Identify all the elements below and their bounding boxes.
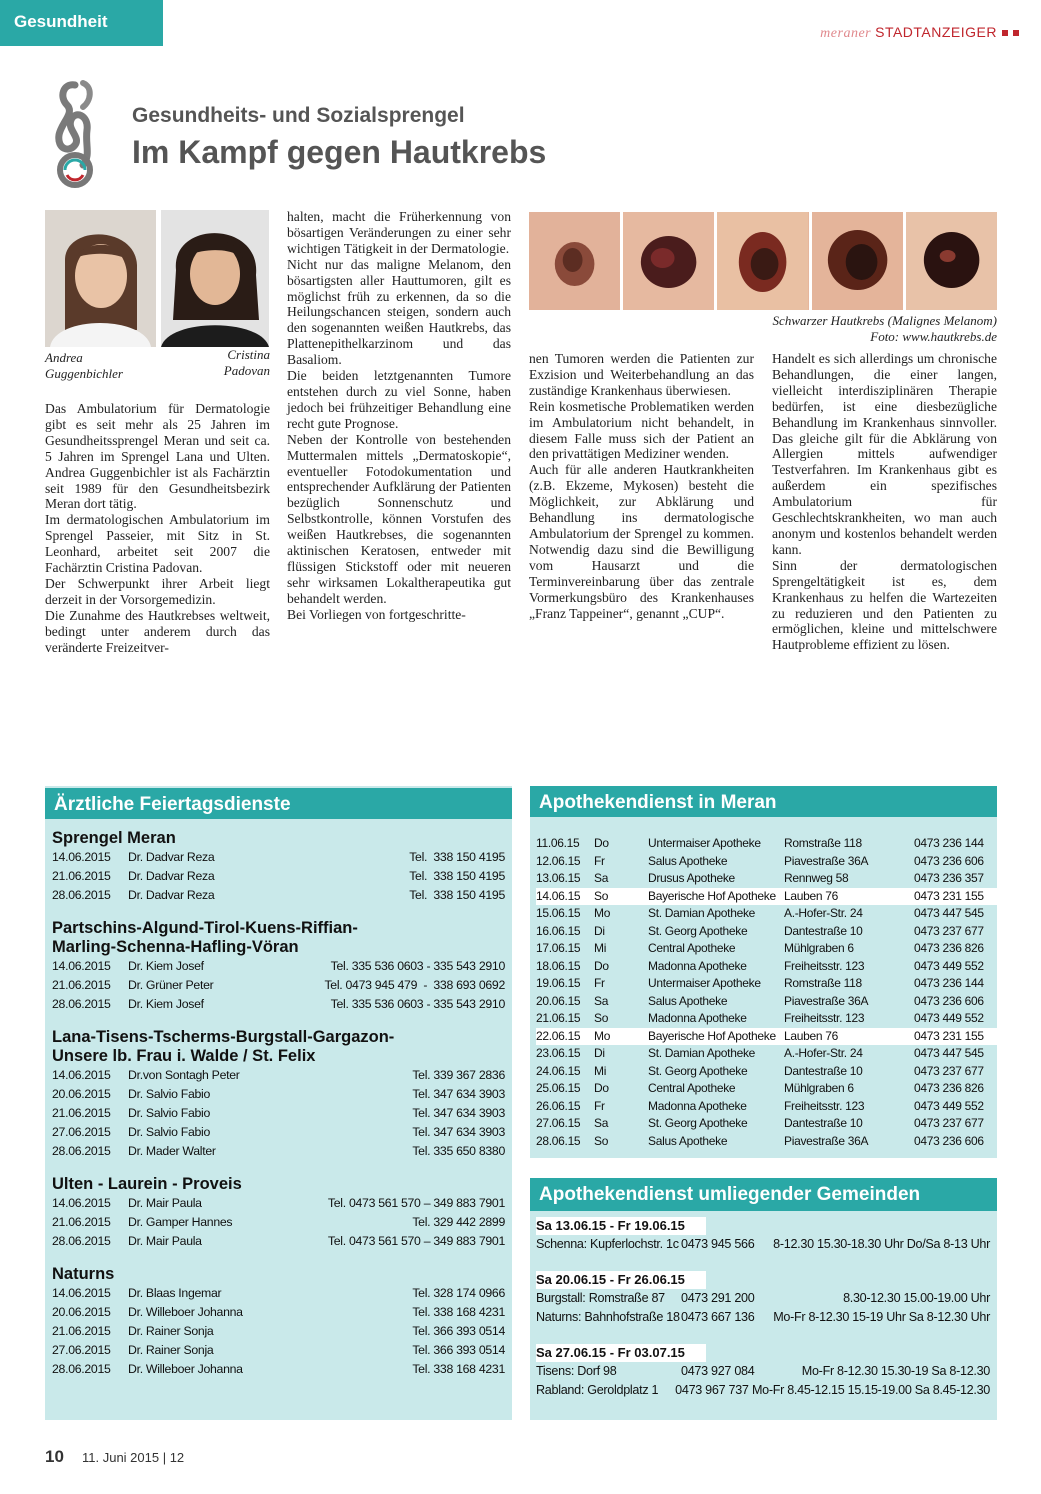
pharmacy-addr: Romstraße 118	[784, 836, 862, 850]
pharmacy-name: Untermaiser Apotheke	[648, 836, 761, 850]
image-caption	[773, 313, 997, 345]
doctor-date: 28.06.2015	[52, 888, 111, 902]
pharmacy-tel: 0473 447 545	[914, 906, 984, 920]
pharmacy-day: Do	[594, 836, 609, 850]
doctor-group	[52, 1175, 505, 1251]
doctor-row	[52, 976, 505, 995]
pharmacy-tel: 0473 236 606	[914, 1133, 984, 1148]
paragraph: Neben der Kontrolle von bestehenden Muttermalen mittels „Dermatoskopie“, eventueller Fotodokumentation und entsprechender Aufklärung der Patienten bezüglich Sonnenschutz und Selbstkontrolle, können Vorstufen des weißen Hautkrebses, die sogenannten aktinischen Keratosen, entweder mit flüssigen Stickstoff oder mit neueren sehr wirksamen Lokaltherapeutika gut behandelt werden.	[287, 431, 511, 606]
doctor-tel: Tel. 347 634 3903	[412, 1106, 505, 1120]
pharmacy-addr: Dantestraße 10	[784, 1116, 863, 1130]
pharmacy-name: St. Georg Apotheke	[648, 1063, 748, 1078]
pharmacy-addr: Freiheitsstr. 123	[784, 1098, 865, 1113]
photo-caption: Andrea Guggenbichler	[45, 350, 123, 381]
pharmacy-date: 28.06.15	[536, 1133, 581, 1148]
pharmacy-name: Central Apotheke	[648, 941, 736, 955]
sprengel-logo-icon	[45, 75, 105, 190]
brand-script: meraner	[820, 26, 872, 41]
pharmacy-row	[536, 1115, 997, 1133]
pharmacy-row	[536, 975, 997, 993]
pharmacy-row	[536, 1063, 997, 1081]
doctor-tel: Tel. 329 442 2899	[412, 1215, 505, 1229]
paragraph: Im dermatologischen Ambulatorium im Sprengel Passeier, mit Sitz in St. Leonhard, arbeitet seit 2007 die Fachärztin Cristina Padovan.	[45, 512, 270, 576]
pharmacy-region-period: Sa 27.06.15 - Fr 03.07.15	[536, 1344, 706, 1362]
doctor-group-title: Naturns	[52, 1265, 115, 1283]
doctor-group	[52, 1265, 505, 1379]
doctor-row	[52, 957, 505, 976]
doctor-name: Dr. Dadvar Reza	[128, 869, 215, 883]
doctor-tel: Tel. 339 367 2836	[412, 1068, 505, 1082]
pharmacy-date: 22.06.15	[536, 1028, 581, 1043]
pharmacy-row	[536, 870, 997, 888]
melanoma-photo	[717, 212, 808, 310]
pharmacy-addr: Piavestraße 36A	[784, 993, 869, 1008]
pharmacy-name: Salus Apotheke	[648, 993, 728, 1008]
pharmacy-region-tel: 0473 291 200	[681, 1291, 755, 1305]
doctor-row	[52, 1142, 505, 1161]
pharmacy-addr: A.-Hofer-Str. 24	[784, 1046, 863, 1060]
pharmacy-tel: 0473 449 552	[914, 1011, 984, 1025]
doctor-date: 21.06.2015	[52, 1215, 111, 1229]
pharmacy-day: So	[594, 1133, 609, 1148]
paragraph: Rein kosmetische Problematiken werden im Ambulatorium nicht behandelt, in diesem Falle muss sich der Patient an den privattätigen Mediziner wenden.	[529, 398, 754, 462]
pharmacy-addr: Rennweg 58	[784, 871, 849, 885]
pharmacy-addr: Romstraße 118	[784, 976, 862, 990]
pharmacy-row	[536, 888, 997, 906]
pharmacy-tel: 0473 237 677	[914, 923, 984, 938]
pharmacy-addr: Freiheitsstr. 123	[784, 958, 865, 973]
pharmacy-row	[536, 1028, 997, 1046]
doctor-row	[52, 1194, 505, 1213]
pharmacy-name: Bayerische Hof Apotheke	[648, 1028, 776, 1043]
doctor-date: 28.06.2015	[52, 1234, 111, 1248]
pharmacy-day: Di	[594, 923, 605, 938]
pharmacy-addr: Lauben 76	[784, 888, 839, 903]
brand-square-icon	[1013, 30, 1019, 36]
pharmacy-table	[530, 817, 997, 1150]
pharmacy-date: 15.06.15	[536, 906, 581, 920]
pharmacy-row	[536, 1133, 997, 1151]
doctor-date: 14.06.2015	[52, 959, 111, 973]
pharmacy-tel: 0473 231 155	[914, 888, 984, 903]
doctor-name: Dr. Mader Walter	[128, 1144, 216, 1158]
pharmacy-day: Di	[594, 1046, 605, 1060]
doctor-date: 28.06.2015	[52, 997, 111, 1011]
pharmacy-date: 27.06.15	[536, 1116, 581, 1130]
pharmacy-day: So	[594, 888, 609, 903]
pharmacy-name: Central Apotheke	[648, 1081, 736, 1095]
doctor-name: Dr. Rainer Sonja	[128, 1324, 214, 1338]
doctor-group	[52, 1028, 505, 1161]
pharmacy-day: Mi	[594, 1063, 607, 1078]
paragraph: Auch für alle anderen Hautkrankheiten (z.B. Ekzeme, Mykosen) besteht die Möglichkeit, zur Abklärung und Behandlung ins dermatologische Ambulatorium der Sprengel zu kommen. Notwendig dazu sind die Bewilligung vom Hausarzt und die Terminvereinbarung über das zentrale Vormerkungsbüro des Krankenhauses „Franz Tappeiner“, genannt „CUP“.	[529, 462, 754, 621]
doctor-row	[52, 1066, 505, 1085]
article-column-1	[45, 401, 270, 656]
pharmacy-name: Madonna Apotheke	[648, 1098, 747, 1113]
pharmacy-region-tel: 0473 927 084	[681, 1364, 755, 1378]
pharmacy-row	[536, 835, 997, 853]
pharmacy-addr: Dantestraße 10	[784, 923, 863, 938]
brand-name: STADTANZEIGER	[875, 24, 997, 40]
melanoma-photo	[812, 212, 903, 310]
pharmacy-date: 24.06.15	[536, 1063, 581, 1078]
doctor-name: Dr. Salvio Fabio	[128, 1087, 210, 1101]
pharmacy-date: 14.06.15	[536, 888, 581, 903]
doctor-name: Dr.von Sontagh Peter	[128, 1068, 240, 1082]
paragraph: Bei Vorliegen von fortgeschritte-	[287, 606, 466, 622]
doctor-name: Dr. Dadvar Reza	[128, 888, 215, 902]
pharmacy-date: 17.06.15	[536, 941, 581, 955]
pharmacy-region-place: Burgstall: Romstraße 87	[536, 1291, 665, 1305]
pharmacy-day: Sa	[594, 993, 609, 1008]
doctor-name: Dr. Grüner Peter	[128, 978, 214, 992]
pharmacy-tel: 0473 447 545	[914, 1046, 984, 1060]
doctor-date: 14.06.2015	[52, 1068, 111, 1082]
pharmacy-region-block	[536, 1217, 997, 1254]
doctor-name: Dr. Rainer Sonja	[128, 1343, 214, 1357]
pharmacy-date: 11.06.15	[536, 836, 580, 850]
doctor-row	[52, 1123, 505, 1142]
article-headline: Im Kampf gegen Hautkrebs	[132, 134, 547, 170]
pharmacy-addr: Piavestraße 36A	[784, 1133, 869, 1148]
pharmacy-row	[536, 993, 997, 1011]
doctor-date: 20.06.2015	[52, 1305, 111, 1319]
pharmacy-name: Salus Apotheke	[648, 853, 728, 868]
doctor-name: Dr. Mair Paula	[128, 1196, 202, 1210]
article-column-2	[287, 209, 511, 623]
doctors-box-title: Ärztliche Feiertagsdienste	[45, 788, 512, 819]
pharmacy-region-list	[530, 1211, 997, 1400]
doctor-tel: Tel. 338 168 4231	[412, 1362, 505, 1376]
pharmacy-region-row	[536, 1289, 997, 1308]
doctor-date: 14.06.2015	[52, 850, 111, 864]
doctor-row	[52, 1104, 505, 1123]
pharmacy-name: Salus Apotheke	[648, 1133, 728, 1148]
pharmacy-tel: 0473 237 677	[914, 1063, 984, 1078]
pharmacy-region-row	[536, 1235, 997, 1254]
doctor-row	[52, 1322, 505, 1341]
doctor-tel: Tel. 0473 561 570 – 349 883 7901	[327, 1196, 505, 1210]
doctor-name: Dr. Kiem Josef	[128, 997, 204, 1011]
pharmacy-region-tel: 0473 967 737	[675, 1383, 749, 1397]
pharmacy-region-place: Naturns: Bahnhofstraße 18	[536, 1310, 680, 1324]
pharmacy-name: Drusus Apotheke	[648, 871, 735, 885]
doctor-date: 27.06.2015	[52, 1343, 111, 1357]
paragraph: Der Schwerpunkt ihrer Arbeit liegt derzeit in der Vorsorgemedizin.	[45, 575, 270, 607]
doctor-tel: Tel. 338 150 4195	[409, 888, 505, 902]
pharmacy-addr: A.-Hofer-Str. 24	[784, 906, 863, 920]
pharmacy-tel: 0473 449 552	[914, 958, 984, 973]
pharmacy-date: 19.06.15	[536, 976, 581, 990]
pharmacy-day: Sa	[594, 1116, 609, 1130]
article-column-4	[772, 351, 997, 653]
pharmacy-tel: 0473 449 552	[914, 1098, 984, 1113]
doctor-date: 28.06.2015	[52, 1362, 111, 1376]
pharmacy-meran-title: Apothekendienst in Meran	[530, 786, 997, 817]
doctor-row	[52, 1341, 505, 1360]
pharmacy-region-hours: Mo-Fr 8.45-12.15 15.15-19.00 Sa 8.45-12.30	[751, 1383, 990, 1397]
doctor-row	[52, 1232, 505, 1251]
article-column-3	[529, 351, 754, 621]
doctor-tel: Tel. 347 634 3903	[412, 1087, 505, 1101]
pharmacy-region-hours: 8.30-12.30 15.00-19.00 Uhr	[843, 1291, 990, 1305]
doctor-groups	[45, 819, 512, 1379]
pharmacy-date: 26.06.15	[536, 1098, 581, 1113]
pharmacy-tel: 0473 236 606	[914, 993, 984, 1008]
pharmacy-row	[536, 853, 997, 871]
doctor-tel: Tel. 366 393 0514	[412, 1324, 505, 1338]
doctor-row	[52, 1360, 505, 1379]
doctor-row	[52, 1085, 505, 1104]
pharmacy-date: 20.06.15	[536, 993, 581, 1008]
pharmacy-tel: 0473 231 155	[914, 1028, 984, 1043]
doctor-date: 27.06.2015	[52, 1125, 111, 1139]
doctor-name: Dr. Salvio Fabio	[128, 1125, 210, 1139]
doctor-row	[52, 886, 505, 905]
portrait-photo	[161, 210, 269, 347]
paragraph: Die beiden letztgenannten Tumore entstehen durch zu viel Sonne, haben jedoch bei frühzeitiger Behandlung eine recht gute Prognose.	[287, 368, 511, 431]
pharmacy-region-row	[536, 1308, 997, 1327]
doctor-tel: Tel. 366 393 0514	[412, 1343, 505, 1357]
doctor-date: 14.06.2015	[52, 1196, 111, 1210]
doctor-tel: Tel. 335 650 8380	[412, 1144, 505, 1158]
doctor-date: 14.06.2015	[52, 1286, 111, 1300]
pharmacy-tel: 0473 236 606	[914, 853, 984, 868]
pharmacy-region-period: Sa 20.06.15 - Fr 26.06.15	[536, 1271, 706, 1289]
pharmacy-name: St. Georg Apotheke	[648, 1116, 748, 1130]
publication-logo	[820, 24, 1019, 42]
portrait-photo	[45, 210, 156, 347]
doctor-row	[52, 1303, 505, 1322]
doctor-row	[52, 867, 505, 886]
pharmacy-date: 21.06.15	[536, 1011, 581, 1025]
pharmacy-day: Mi	[594, 941, 607, 955]
pharmacy-row	[536, 1080, 997, 1098]
doctor-tel: Tel. 0473 945 479 - 338 693 0692	[324, 978, 505, 992]
pharmacy-name: St. Damian Apotheke	[648, 1046, 756, 1060]
paragraph: halten, macht die Früherkennung von bösartigen Veränderungen zu einer sehr wichtigen Tätigkeit in der Dermatologie.	[287, 209, 511, 256]
melanoma-photo-strip	[529, 212, 997, 310]
doctor-tel: Tel. 0473 561 570 – 349 883 7901	[327, 1234, 505, 1248]
pharmacy-day: Do	[594, 958, 609, 973]
doctor-name: Dr. Blaas Ingemar	[128, 1286, 222, 1300]
doctor-group-title: Sprengel Meran	[52, 829, 176, 847]
pharmacy-row	[536, 940, 997, 958]
pharmacy-date: 16.06.15	[536, 923, 581, 938]
doctor-name: Dr. Mair Paula	[128, 1234, 202, 1248]
doctor-name: Dr. Kiem Josef	[128, 959, 204, 973]
pharmacy-date: 18.06.15	[536, 958, 581, 973]
doctor-group-title: Partschins-Algund-Tirol-Kuens-Riffian- Marling-Schenna-Hafling-Vöran	[52, 919, 358, 956]
paragraph: nen Tumoren werden die Patienten zur Exzision und Weiterbehandlung an das zuständige Krankenhaus überwiesen.	[529, 351, 754, 398]
pharmacy-row	[536, 1045, 997, 1063]
pharmacy-day: Mo	[594, 906, 611, 920]
doctor-row	[52, 1284, 505, 1303]
image-caption-text: Schwarzer Hautkrebs (Malignes Melanom)	[772, 313, 997, 328]
pharmacy-date: 25.06.15	[536, 1081, 581, 1095]
pharmacy-region-row	[536, 1381, 997, 1400]
doctor-tel: Tel. 335 536 0603 - 335 543 2910	[330, 997, 505, 1011]
pharmacy-name: St. Georg Apotheke	[648, 923, 748, 938]
pharmacy-tel: 0473 236 357	[914, 871, 984, 885]
doctor-date: 20.06.2015	[52, 1087, 111, 1101]
pharmacy-addr: Dantestraße 10	[784, 1063, 863, 1078]
melanoma-photo	[529, 212, 620, 310]
doctor-row	[52, 848, 505, 867]
pharmacy-region-place: Schenna: Kupferlochstr. 1c	[536, 1237, 679, 1251]
pharmacy-tel: 0473 236 826	[914, 941, 984, 955]
pharmacy-region-block	[536, 1271, 997, 1327]
pharmacy-row	[536, 1010, 997, 1028]
pharmacy-addr: Mühlgraben 6	[784, 941, 854, 955]
doctors-box	[45, 786, 512, 1420]
pharmacy-date: 12.06.15	[536, 853, 581, 868]
doctor-name: Dr. Gamper Hannes	[128, 1215, 233, 1229]
pharmacy-tel: 0473 237 677	[914, 1116, 984, 1130]
pharmacy-region-hours: Mo-Fr 8-12.30 15.30-19 Sa 8-12.30	[801, 1364, 990, 1378]
paragraph: Das Ambulatorium für Dermatologie gibt es seit mehr als 25 Jahren im Gesundheitssprengel Meran und seit ca. 5 Jahren im Sprengel Lana und Ulten. Andrea Guggenbichler ist als Fachärztin seit 1989 für den Gesundheitsbezirk Meran dort tätig.	[45, 401, 270, 512]
pharmacy-region-tel: 0473 667 136	[681, 1310, 755, 1324]
pharmacy-region-block	[536, 1344, 997, 1400]
doctor-date: 21.06.2015	[52, 1324, 111, 1338]
doctor-tel: Tel. 338 150 4195	[409, 869, 505, 883]
doctor-name: Dr. Dadvar Reza	[128, 850, 215, 864]
doctor-group-title: Lana-Tisens-Tscherms-Burgstall-Gargazon- Unsere lb. Frau i. Walde / St. Felix	[52, 1028, 395, 1065]
melanoma-photo	[623, 212, 714, 310]
pharmacy-tel: 0473 236 826	[914, 1081, 984, 1095]
paragraph: Die Zunahme des Hautkrebses weltweit, bedingt unter anderem durch das veränderte Freizeitver-	[45, 607, 270, 655]
pharmacy-addr: Piavestraße 36A	[784, 853, 869, 868]
doctor-group	[52, 919, 505, 1014]
doctor-tel: Tel. 338 168 4231	[412, 1305, 505, 1319]
pharmacy-day: So	[594, 1011, 609, 1025]
pharmacy-tel: 0473 236 144	[914, 836, 984, 850]
pharmacy-name: Madonna Apotheke	[648, 958, 747, 973]
doctor-row	[52, 1213, 505, 1232]
pharmacy-day: Sa	[594, 871, 609, 885]
pharmacy-region-box	[530, 1178, 997, 1420]
melanoma-photo	[906, 212, 997, 310]
pharmacy-addr: Mühlgraben 6	[784, 1081, 854, 1095]
doctor-group-title: Ulten - Laurein - Proveis	[52, 1175, 242, 1193]
doctor-date: 21.06.2015	[52, 1106, 111, 1120]
pharmacy-row	[536, 923, 997, 941]
doctor-tel: Tel. 328 174 0966	[412, 1286, 505, 1300]
doctor-tel: Tel. 347 634 3903	[412, 1125, 505, 1139]
pharmacy-region-period: Sa 13.06.15 - Fr 19.06.15	[536, 1217, 706, 1235]
doctor-date: 21.06.2015	[52, 978, 111, 992]
doctor-group	[52, 829, 505, 905]
pharmacy-region-place: Tisens: Dorf 98	[536, 1364, 617, 1378]
pharmacy-day: Fr	[594, 1098, 605, 1113]
doctor-tel: Tel. 338 150 4195	[409, 850, 505, 864]
pharmacy-region-row	[536, 1362, 997, 1381]
pharmacy-day: Fr	[594, 853, 605, 868]
brand-square-icon	[1002, 30, 1008, 36]
pharmacy-row	[536, 958, 997, 976]
pharmacy-meran-box	[530, 786, 997, 1158]
doctor-date: 21.06.2015	[52, 869, 111, 883]
doctor-name: Dr. Willeboer Johanna	[128, 1362, 243, 1376]
image-credit: Foto: www.hautkrebs.de	[870, 329, 997, 344]
pharmacy-region-hours: 8-12.30 15.30-18.30 Uhr Do/Sa 8-13 Uhr	[773, 1237, 990, 1251]
doctor-name: Dr. Salvio Fabio	[128, 1106, 210, 1120]
page-number: 10	[45, 1447, 64, 1466]
pharmacy-addr: Freiheitsstr. 123	[784, 1011, 865, 1025]
paragraph: Handelt es sich allerdings um chronische Behandlungen, die einer langen, vielleicht interdisziplinären Therapie bedürfen, ist eine diesbezügliche Behandlung im Krankenhaus sinnvoller. Das gleiche gilt für die Abklärung von Allergien mittels aufwendiger Testverfahren. Im Krankenhaus gibt es außerdem ein spezifisches Ambulatorium für Geschlechtskrankheiten, wo man auch anonym und kostenlos behandelt werden kann.	[772, 351, 997, 557]
doctor-name: Dr. Willeboer Johanna	[128, 1305, 243, 1319]
section-tag: Gesundheit	[0, 0, 163, 46]
pharmacy-name: Untermaiser Apotheke	[648, 976, 761, 990]
photo-caption: Cristina Padovan	[223, 347, 270, 378]
pharmacy-name: St. Damian Apotheke	[648, 906, 756, 920]
issue-date: 11. Juni 2015 | 12	[82, 1450, 185, 1465]
pharmacy-name: Bayerische Hof Apotheke	[648, 888, 776, 903]
article-kicker: Gesundheits- und Sozialsprengel	[132, 104, 465, 127]
pharmacy-row	[536, 905, 997, 923]
pharmacy-addr: Lauben 76	[784, 1028, 839, 1043]
doctor-row	[52, 995, 505, 1014]
pharmacy-region-place: Rabland: Geroldplatz 1	[536, 1383, 659, 1397]
pharmacy-date: 13.06.15	[536, 871, 581, 885]
pharmacy-region-title: Apothekendienst umliegender Gemeinden	[530, 1178, 997, 1211]
doctor-date: 28.06.2015	[52, 1144, 111, 1158]
pharmacy-date: 23.06.15	[536, 1046, 581, 1060]
pharmacy-day: Do	[594, 1081, 609, 1095]
paragraph: Nicht nur das maligne Melanom, den bösartigsten aller Hauttumoren, gilt es möglichst früh zu erkennen, da so die Heilungschancen steigen, sondern auch den sogenannten weißen Hautkrebs, das Plattenepithelkarzinom und das Basaliom.	[287, 256, 511, 368]
pharmacy-day: Mo	[594, 1028, 611, 1043]
pharmacy-region-tel: 0473 945 566	[681, 1237, 755, 1251]
pharmacy-name: Madonna Apotheke	[648, 1011, 747, 1025]
pharmacy-tel: 0473 236 144	[914, 976, 984, 990]
doctor-tel: Tel. 335 536 0603 - 335 543 2910	[330, 959, 505, 973]
paragraph: Sinn der dermatologischen Sprengeltätigkeit ist es, dem Krankenhaus zu helfen die Wartezeiten zu reduzieren und den Patienten zu ermöglichen, kleine und mittelschwere Hautprobleme effizient zu lösen.	[772, 557, 997, 653]
pharmacy-region-hours: Mo-Fr 8-12.30 15-19 Uhr Sa 8-12.30 Uhr	[773, 1310, 990, 1324]
pharmacy-day: Fr	[594, 976, 605, 990]
pharmacy-row	[536, 1098, 997, 1116]
